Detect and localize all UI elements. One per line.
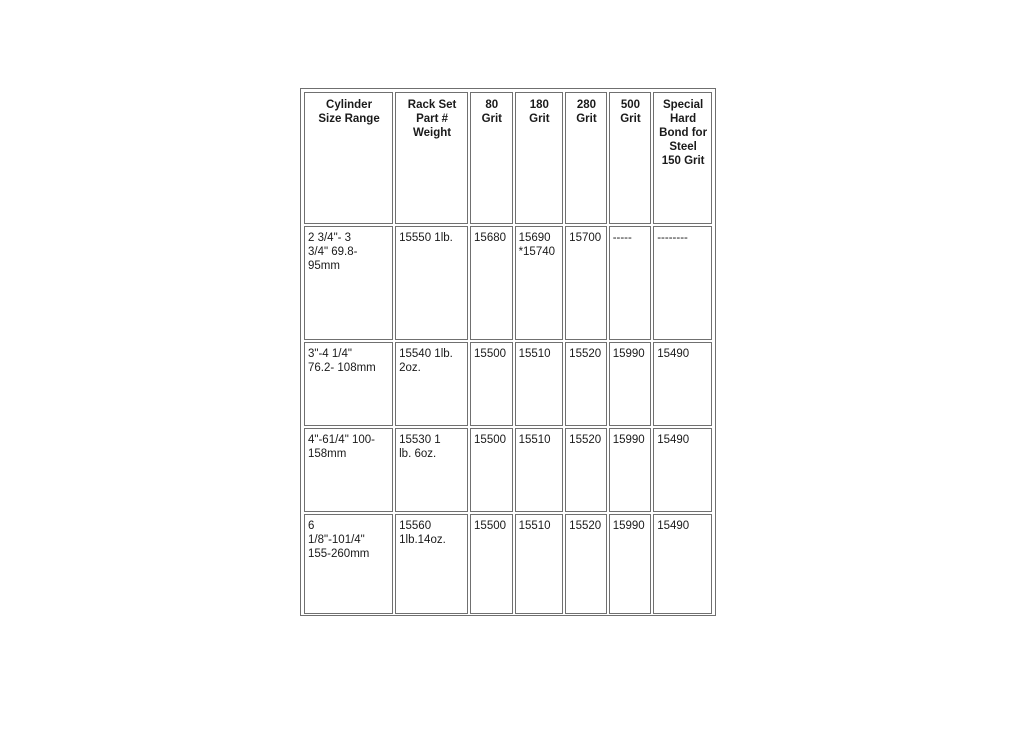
header-rack-set-part-weight: Rack Set Part # Weight xyxy=(395,92,468,224)
cell-500-grit: 15990 xyxy=(609,514,652,614)
cell-special-hard-bond: -------- xyxy=(653,226,712,340)
header-cylinder-size-range: Cylinder Size Range xyxy=(304,92,393,224)
cell-500-grit: 15990 xyxy=(609,342,652,426)
cell-500-grit: ----- xyxy=(609,226,652,340)
cell-80-grit: 15500 xyxy=(470,428,513,512)
cell-rack-set: 15550 1lb. xyxy=(395,226,468,340)
cell-180-grit: 15510 xyxy=(515,514,564,614)
header-500-grit: 500 Grit xyxy=(609,92,652,224)
grit-table-frame xyxy=(300,88,716,616)
header-80-grit: 80 Grit xyxy=(470,92,513,224)
cell-80-grit: 15680 xyxy=(470,226,513,340)
cell-280-grit: 15700 xyxy=(565,226,607,340)
table-row xyxy=(304,226,712,340)
cell-cylinder-size: 2 3/4"- 3 3/4" 69.8- 95mm xyxy=(304,226,393,340)
cell-280-grit: 15520 xyxy=(565,514,607,614)
cell-cylinder-size: 3"-4 1/4" 76.2- 108mm xyxy=(304,342,393,426)
header-280-grit: 280 Grit xyxy=(565,92,607,224)
header-special-hard-bond: Special Hard Bond for Steel 150 Grit xyxy=(653,92,712,224)
cell-280-grit: 15520 xyxy=(565,342,607,426)
header-180-grit: 180 Grit xyxy=(515,92,564,224)
cell-180-grit: 15510 xyxy=(515,342,564,426)
table-header-row xyxy=(304,92,712,224)
cell-280-grit: 15520 xyxy=(565,428,607,512)
cell-special-hard-bond: 15490 xyxy=(653,428,712,512)
cell-special-hard-bond: 15490 xyxy=(653,342,712,426)
cell-180-grit: 15690 *15740 xyxy=(515,226,564,340)
grit-table xyxy=(302,90,714,616)
cell-rack-set: 15560 1lb.14oz. xyxy=(395,514,468,614)
cell-80-grit: 15500 xyxy=(470,514,513,614)
cell-500-grit: 15990 xyxy=(609,428,652,512)
cell-cylinder-size: 4"-61/4" 100- 158mm xyxy=(304,428,393,512)
table-row xyxy=(304,342,712,426)
table-row xyxy=(304,428,712,512)
cell-rack-set: 15530 1 lb. 6oz. xyxy=(395,428,468,512)
cell-rack-set: 15540 1lb. 2oz. xyxy=(395,342,468,426)
cell-80-grit: 15500 xyxy=(470,342,513,426)
cell-cylinder-size: 6 1/8"-101/4" 155-260mm xyxy=(304,514,393,614)
cell-special-hard-bond: 15490 xyxy=(653,514,712,614)
cell-180-grit: 15510 xyxy=(515,428,564,512)
table-row xyxy=(304,514,712,614)
